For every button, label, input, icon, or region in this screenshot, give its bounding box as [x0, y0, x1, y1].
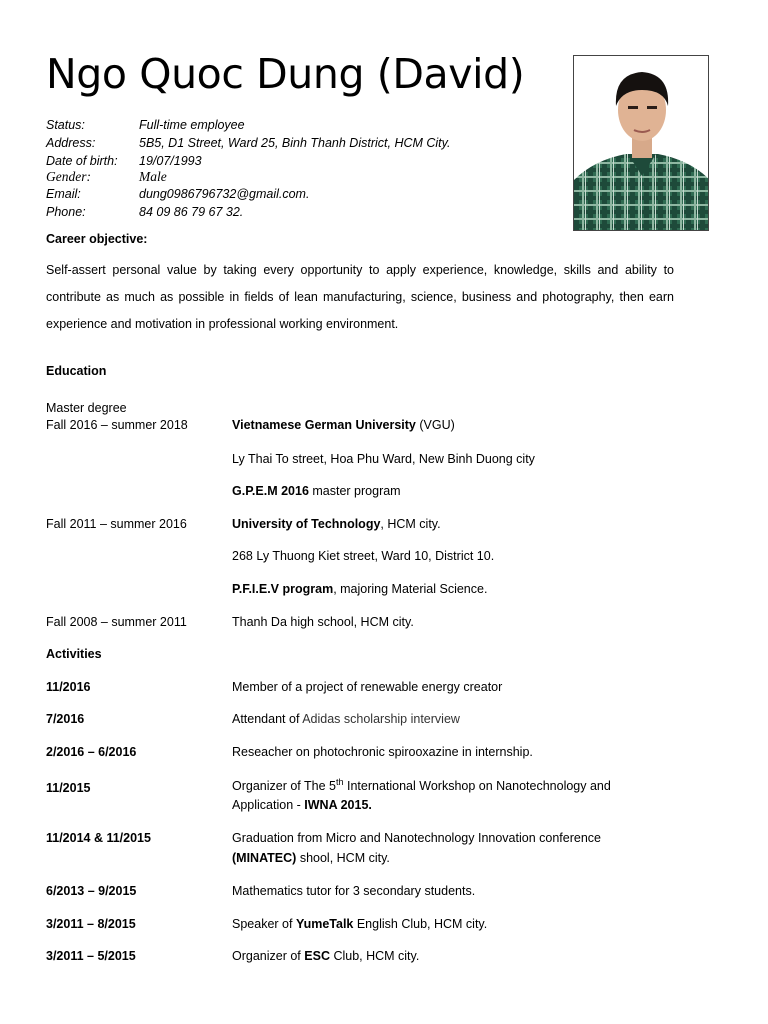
activity-text-prefix: Application -: [232, 798, 305, 812]
activity-text-prefix: Speaker of: [232, 917, 296, 931]
program-name: G.P.E.M 2016: [232, 484, 309, 498]
activity-text-rest: English Club, HCM city.: [353, 917, 488, 931]
activity-text-rest: Club, HCM city.: [329, 949, 420, 963]
activity-date: 11/2014 & 11/2015: [46, 831, 151, 845]
activity-text-line2: [232, 850, 390, 867]
institution-name: Vietnamese German University: [232, 418, 416, 432]
activity-text-prefix: Attendant of: [232, 712, 303, 726]
status-label: Status:: [46, 118, 85, 132]
status-value: Full-time employee: [139, 118, 245, 132]
program-name: P.F.I.E.V program: [232, 582, 334, 596]
activity-date: 6/2013 – 9/2015: [46, 884, 137, 898]
career-objective-text: Self-assert personal value by taking every opportunity to apply experience, knowledge, skills and ability to contribute as much as possible in fields of lean manufacturing, science, business and photography, then earn experience and motivation in professional working environment.: [46, 263, 674, 331]
institution-name: University of Technology: [232, 517, 381, 531]
dob-value: 19/07/1993: [139, 154, 202, 168]
activity-text-rest: International Workshop on Nanotechnology and: [343, 779, 611, 793]
gender-label: Gender:: [46, 169, 91, 184]
education-institution: [232, 417, 455, 434]
master-degree-label: Master degree: [46, 401, 127, 415]
dob-label: Date of birth:: [46, 154, 118, 168]
ordinal-superscript: th: [336, 776, 344, 787]
education-institution: [232, 516, 441, 533]
education-institution: Thanh Da high school, HCM city.: [232, 615, 414, 629]
email-label: Email:: [46, 187, 81, 201]
activity-text-bold: ESC: [304, 949, 330, 963]
activity-text: Mathematics tutor for 3 secondary students.: [232, 884, 476, 898]
address-value: 5B5, D1 Street, Ward 25, Binh Thanh District, HCM City.: [139, 136, 451, 150]
activity-text-bold: YumeTalk: [295, 917, 354, 931]
education-address: 268 Ly Thuong Kiet street, Ward 10, District 10.: [232, 549, 495, 563]
address-label: Address:: [46, 136, 96, 150]
resume-name: Ngo Quoc Dung (David): [46, 50, 525, 98]
career-objective-heading: Career objective:: [46, 232, 148, 246]
activity-text-prefix: Organizer of: [232, 949, 305, 963]
education-program: [232, 483, 401, 500]
activity-text-detail: Adidas scholarship interview: [302, 712, 460, 726]
gender-value: Male: [139, 169, 167, 184]
activity-date: 11/2016: [46, 680, 91, 694]
activity-date: 2/2016 – 6/2016: [46, 745, 137, 759]
activity-date: 7/2016: [46, 712, 85, 726]
activity-text: [232, 916, 487, 933]
phone-value: 84 09 86 79 67 32.: [139, 205, 244, 219]
education-heading: Education: [46, 364, 107, 378]
activity-text: Graduation from Micro and Nanotechnology Innovation conference: [232, 831, 601, 845]
activity-text-bold: IWNA 2015.: [304, 798, 372, 812]
activity-date: 3/2011 – 5/2015: [46, 949, 136, 963]
institution-suffix: , HCM city.: [380, 517, 441, 531]
activity-text-bold: (MINATEC): [232, 851, 297, 865]
phone-label: Phone:: [46, 205, 86, 219]
activity-text-line2: [232, 797, 372, 814]
activity-text-rest: shool, HCM city.: [296, 851, 390, 865]
activity-text-prefix: Organizer of The 5: [232, 779, 336, 793]
email-value[interactable]: dung0986796732@gmail.com.: [139, 187, 310, 201]
education-period: Fall 2011 – summer 2016: [46, 517, 187, 531]
institution-suffix: (VGU): [415, 418, 455, 432]
profile-photo-image: [574, 56, 709, 231]
activity-date: 11/2015: [46, 781, 91, 795]
education-period: Fall 2016 – summer 2018: [46, 418, 188, 432]
education-period: Fall 2008 – summer 2011: [46, 615, 187, 629]
program-suffix: , majoring Material Science.: [333, 582, 488, 596]
education-address: Ly Thai To street, Hoa Phu Ward, New Binh Duong city: [232, 452, 535, 466]
activity-date: 3/2011 – 8/2015: [46, 917, 136, 931]
activity-text: Reseacher on photochronic spirooxazine in internship.: [232, 745, 533, 759]
activity-text: [232, 778, 611, 795]
activity-text: [232, 711, 460, 728]
activity-text: Member of a project of renewable energy creator: [232, 680, 503, 694]
activity-text: [232, 948, 419, 965]
activities-heading: Activities: [46, 647, 102, 661]
profile-photo: [573, 55, 709, 231]
education-program: [232, 581, 487, 598]
program-suffix: master program: [308, 484, 401, 498]
